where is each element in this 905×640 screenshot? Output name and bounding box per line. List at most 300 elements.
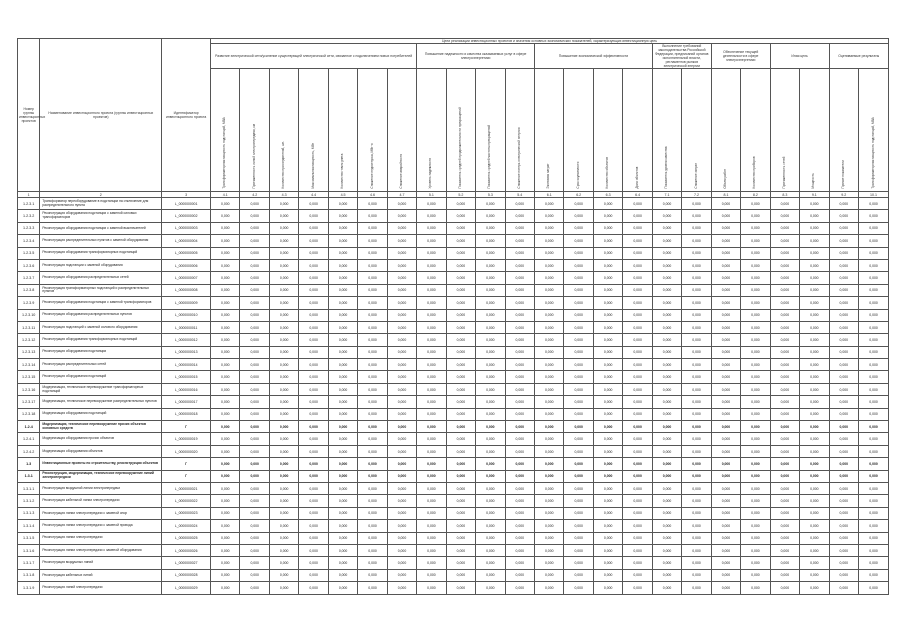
row-project-name: Реконструкция кабельных линий [40, 569, 162, 581]
row-value: 0,000 [476, 495, 505, 507]
row-value: 0,000 [593, 383, 622, 395]
row-value: 0,000 [652, 582, 681, 594]
row-value: 0,000 [711, 421, 740, 433]
row-value: 0,000 [682, 495, 711, 507]
row-value: 0,000 [593, 433, 622, 445]
row-value: 0,000 [623, 557, 652, 569]
row-value: 0,000 [593, 222, 622, 234]
table-row [18, 495, 889, 507]
header-indicator [829, 69, 858, 192]
row-value: 0,000 [829, 346, 858, 358]
row-value: 0,000 [711, 359, 740, 371]
row-value: 0,000 [446, 297, 475, 309]
row-value: 0,000 [269, 433, 298, 445]
row-value: 0,000 [859, 445, 889, 457]
row-value: 0,000 [829, 198, 858, 210]
row-value: 0,000 [358, 371, 387, 383]
row-value: 0,000 [535, 507, 564, 519]
row-value: 0,000 [476, 235, 505, 247]
row-value: 0,000 [269, 259, 298, 271]
row-value: 0,000 [829, 507, 858, 519]
row-value: 0,000 [211, 346, 240, 358]
column-number: 4.7 [387, 192, 416, 198]
row-value: 0,000 [358, 495, 387, 507]
row-value: 0,000 [623, 458, 652, 470]
header-indicator [623, 69, 652, 192]
row-value: 0,000 [829, 272, 858, 284]
column-number: 4.1 [211, 192, 240, 198]
row-value: 0,000 [859, 520, 889, 532]
row-project-id: L_0000000011 [162, 321, 211, 333]
row-project-id: Г [162, 458, 211, 470]
row-value: 0,000 [741, 520, 770, 532]
row-value: 0,000 [535, 321, 564, 333]
row-value: 0,000 [240, 470, 269, 482]
row-value: 0,000 [682, 396, 711, 408]
row-value: 0,000 [417, 557, 446, 569]
row-value: 0,000 [476, 383, 505, 395]
row-value: 0,000 [859, 569, 889, 581]
row-value: 0,000 [564, 346, 593, 358]
row-value: 0,000 [652, 247, 681, 259]
row-number: 1.2.4 [18, 421, 40, 433]
table-row [18, 458, 889, 470]
row-value: 0,000 [240, 458, 269, 470]
row-value: 0,000 [682, 408, 711, 420]
row-value: 0,000 [770, 470, 799, 482]
header-indicator [593, 69, 622, 192]
row-value: 0,000 [240, 557, 269, 569]
row-value: 0,000 [328, 408, 357, 420]
row-project-id: L_0000000024 [162, 520, 211, 532]
row-value: 0,000 [269, 383, 298, 395]
row-value: 0,000 [328, 309, 357, 321]
row-value: 0,000 [269, 396, 298, 408]
row-value: 0,000 [446, 210, 475, 222]
row-value: 0,000 [505, 482, 534, 494]
row-value: 0,000 [593, 247, 622, 259]
row-value: 0,000 [741, 582, 770, 594]
row-project-name: Реконструкция оборудования подстанции с заменой выключателей [40, 222, 162, 234]
row-value: 0,000 [564, 520, 593, 532]
row-value: 0,000 [269, 520, 298, 532]
row-value: 0,000 [476, 482, 505, 494]
row-value: 0,000 [211, 210, 240, 222]
row-value: 0,000 [269, 272, 298, 284]
table-row [18, 297, 889, 309]
row-value: 0,000 [240, 346, 269, 358]
table-row [18, 421, 889, 433]
row-value: 0,000 [387, 346, 416, 358]
investment-table-sheet [17, 38, 889, 595]
row-number: 1.2.4.2 [18, 445, 40, 457]
row-value: 0,000 [800, 222, 829, 234]
row-value: 0,000 [211, 309, 240, 321]
row-value: 0,000 [770, 259, 799, 271]
row-value: 0,000 [623, 210, 652, 222]
header-indicator-label: Прочие показатели [840, 160, 845, 189]
row-value: 0,000 [682, 359, 711, 371]
row-value: 0,000 [358, 544, 387, 556]
row-value: 0,000 [505, 445, 534, 457]
row-value: 0,000 [682, 321, 711, 333]
row-value: 0,000 [711, 557, 740, 569]
column-number: 5.4 [505, 192, 534, 198]
row-value: 0,000 [859, 359, 889, 371]
row-value: 0,000 [652, 470, 681, 482]
row-value: 0,000 [741, 569, 770, 581]
row-value: 0,000 [741, 482, 770, 494]
row-value: 0,000 [269, 421, 298, 433]
row-value: 0,000 [623, 569, 652, 581]
row-value: 0,000 [328, 359, 357, 371]
row-value: 0,000 [269, 458, 298, 470]
row-value: 0,000 [711, 582, 740, 594]
row-value: 0,000 [269, 222, 298, 234]
row-project-id: L_0000000007 [162, 272, 211, 284]
header-indicator-label: Показатель средней продолжительности прекращений [458, 107, 463, 189]
row-project-id: L_0000000021 [162, 482, 211, 494]
row-value: 0,000 [505, 284, 534, 296]
row-value: 0,000 [299, 544, 328, 556]
row-value: 0,000 [564, 544, 593, 556]
row-project-id: L_0000000019 [162, 433, 211, 445]
row-value: 0,000 [623, 408, 652, 420]
row-value: 0,000 [446, 247, 475, 259]
row-value: 0,000 [476, 198, 505, 210]
header-indicator-label: Количество объектов [605, 157, 610, 189]
row-value: 0,000 [682, 544, 711, 556]
table-row [18, 520, 889, 532]
row-value: 0,000 [240, 569, 269, 581]
row-value: 0,000 [623, 421, 652, 433]
row-value: 0,000 [299, 259, 328, 271]
row-value: 0,000 [211, 433, 240, 445]
row-value: 0,000 [535, 222, 564, 234]
row-value: 0,000 [535, 259, 564, 271]
row-value: 0,000 [387, 433, 416, 445]
row-value: 0,000 [211, 383, 240, 395]
row-value: 0,000 [593, 470, 622, 482]
row-value: 0,000 [711, 259, 740, 271]
row-value: 0,000 [387, 247, 416, 259]
row-value: 0,000 [358, 334, 387, 346]
row-value: 0,000 [682, 259, 711, 271]
row-value: 0,000 [741, 544, 770, 556]
row-value: 0,000 [240, 284, 269, 296]
row-project-name: Реконструкция оборудования распределительных пунктов [40, 309, 162, 321]
row-value: 0,000 [446, 470, 475, 482]
row-value: 0,000 [741, 297, 770, 309]
row-value: 0,000 [829, 247, 858, 259]
row-value: 0,000 [328, 470, 357, 482]
row-value: 0,000 [593, 458, 622, 470]
row-value: 0,000 [328, 557, 357, 569]
row-value: 0,000 [859, 334, 889, 346]
row-value: 0,000 [328, 321, 357, 333]
row-value: 0,000 [623, 284, 652, 296]
row-value: 0,000 [299, 198, 328, 210]
row-value: 0,000 [358, 383, 387, 395]
row-value: 0,000 [800, 383, 829, 395]
row-value: 0,000 [800, 210, 829, 222]
row-value: 0,000 [299, 334, 328, 346]
row-value: 0,000 [417, 408, 446, 420]
row-value: 0,000 [682, 507, 711, 519]
row-value: 0,000 [829, 520, 858, 532]
column-number: 6.1 [535, 192, 564, 198]
row-value: 0,000 [387, 569, 416, 581]
row-value: 0,000 [211, 557, 240, 569]
table-row [18, 309, 889, 321]
row-value: 0,000 [800, 198, 829, 210]
header-indicator-label: Снижение недоотпуска, МВт·ч [369, 144, 374, 189]
row-value: 0,000 [505, 297, 534, 309]
row-value: 0,000 [446, 284, 475, 296]
row-value: 0,000 [652, 210, 681, 222]
row-value: 0,000 [211, 421, 240, 433]
row-value: 0,000 [593, 507, 622, 519]
row-value: 0,000 [269, 544, 298, 556]
header-indicator [859, 69, 889, 192]
row-project-name: Трансформатор переоборудование в подстанции на отключение для распределительного пункта [40, 198, 162, 210]
row-value: 0,000 [859, 482, 889, 494]
row-value: 0,000 [770, 458, 799, 470]
row-value: 0,000 [652, 259, 681, 271]
row-value: 0,000 [623, 297, 652, 309]
column-number: 6.3 [593, 192, 622, 198]
row-value: 0,000 [417, 458, 446, 470]
column-number: 7.2 [682, 192, 711, 198]
row-value: 0,000 [593, 532, 622, 544]
row-project-name: Реконструкция оборудования подстанции [40, 346, 162, 358]
row-value: 0,000 [682, 334, 711, 346]
row-project-id: L_0000000012 [162, 334, 211, 346]
row-value: 0,000 [387, 359, 416, 371]
row-value: 0,000 [564, 222, 593, 234]
table-row [18, 433, 889, 445]
row-project-name: Реконструкция оборудования распределительных сетей [40, 272, 162, 284]
row-value: 0,000 [682, 346, 711, 358]
row-value: 0,000 [387, 520, 416, 532]
column-number: 2 [40, 192, 162, 198]
row-value: 0,000 [829, 297, 858, 309]
row-value: 0,000 [770, 582, 799, 594]
header-indicator-label: Количество приборов [752, 156, 757, 189]
row-value: 0,000 [829, 396, 858, 408]
row-value: 0,000 [476, 272, 505, 284]
row-value: 0,000 [623, 445, 652, 457]
header-indicator-label: Максимальная мощность, МВт [310, 143, 315, 189]
row-value: 0,000 [652, 507, 681, 519]
row-value: 0,000 [211, 235, 240, 247]
row-value: 0,000 [770, 495, 799, 507]
row-value: 0,000 [623, 272, 652, 284]
row-value: 0,000 [476, 470, 505, 482]
table-row [18, 259, 889, 271]
table-row [18, 272, 889, 284]
row-value: 0,000 [593, 309, 622, 321]
row-value: 0,000 [446, 569, 475, 581]
header-indicator [358, 69, 387, 192]
row-value: 0,000 [446, 544, 475, 556]
row-value: 0,000 [593, 421, 622, 433]
row-value: 0,000 [417, 482, 446, 494]
table-row [18, 235, 889, 247]
row-value: 0,000 [417, 383, 446, 395]
column-number: 4.2 [240, 192, 269, 198]
row-value: 0,000 [505, 532, 534, 544]
row-value: 0,000 [240, 321, 269, 333]
table-row [18, 445, 889, 457]
row-value: 0,000 [829, 582, 858, 594]
row-value: 0,000 [328, 222, 357, 234]
row-value: 0,000 [358, 532, 387, 544]
row-value: 0,000 [240, 259, 269, 271]
header-indicator [387, 69, 416, 192]
row-value: 0,000 [269, 495, 298, 507]
row-project-name: Реконструкция трансформаторных подстанций и распределительных пунктов [40, 284, 162, 296]
row-value: 0,000 [535, 235, 564, 247]
row-value: 0,000 [328, 210, 357, 222]
row-value: 0,000 [800, 582, 829, 594]
row-value: 0,000 [211, 396, 240, 408]
row-value: 0,000 [770, 309, 799, 321]
row-value: 0,000 [269, 334, 298, 346]
row-value: 0,000 [564, 210, 593, 222]
row-value: 0,000 [446, 334, 475, 346]
row-value: 0,000 [417, 433, 446, 445]
row-value: 0,000 [711, 520, 740, 532]
row-value: 0,000 [859, 582, 889, 594]
row-value: 0,000 [446, 371, 475, 383]
row-value: 0,000 [269, 309, 298, 321]
row-value: 0,000 [269, 247, 298, 259]
row-value: 0,000 [564, 557, 593, 569]
row-value: 0,000 [859, 383, 889, 395]
table-body [18, 198, 889, 595]
row-value: 0,000 [682, 433, 711, 445]
row-value: 0,000 [770, 532, 799, 544]
row-value: 0,000 [652, 334, 681, 346]
row-value: 0,000 [652, 569, 681, 581]
row-value: 0,000 [240, 383, 269, 395]
row-value: 0,000 [800, 272, 829, 284]
row-value: 0,000 [211, 582, 240, 594]
row-value: 0,000 [564, 482, 593, 494]
row-value: 0,000 [859, 495, 889, 507]
row-value: 0,000 [269, 297, 298, 309]
row-value: 0,000 [593, 544, 622, 556]
row-value: 0,000 [446, 408, 475, 420]
row-value: 0,000 [476, 334, 505, 346]
row-value: 0,000 [800, 495, 829, 507]
row-value: 0,000 [593, 235, 622, 247]
header-goal-other: Иная цель [770, 44, 829, 69]
row-value: 0,000 [476, 309, 505, 321]
row-value: 0,000 [564, 371, 593, 383]
table-row [18, 408, 889, 420]
row-value: 0,000 [535, 198, 564, 210]
row-value: 0,000 [358, 247, 387, 259]
row-value: 0,000 [446, 495, 475, 507]
row-value: 0,000 [476, 396, 505, 408]
row-value: 0,000 [711, 408, 740, 420]
row-value: 0,000 [387, 235, 416, 247]
row-value: 0,000 [387, 198, 416, 210]
row-value: 0,000 [387, 259, 416, 271]
row-value: 0,000 [328, 482, 357, 494]
row-project-id: L_0000000005 [162, 247, 211, 259]
row-value: 0,000 [623, 482, 652, 494]
row-value: 0,000 [299, 520, 328, 532]
row-value: 0,000 [711, 371, 740, 383]
row-project-id: L_0000000026 [162, 544, 211, 556]
row-value: 0,000 [741, 421, 770, 433]
row-value: 0,000 [476, 222, 505, 234]
row-value: 0,000 [211, 507, 240, 519]
row-value: 0,000 [299, 458, 328, 470]
row-value: 0,000 [299, 383, 328, 395]
row-value: 0,000 [711, 507, 740, 519]
row-value: 0,000 [505, 458, 534, 470]
row-project-id: L_0000000022 [162, 495, 211, 507]
row-value: 0,000 [446, 309, 475, 321]
column-number: 6.4 [623, 192, 652, 198]
row-value: 0,000 [387, 495, 416, 507]
row-value: 0,000 [269, 569, 298, 581]
row-value: 0,000 [770, 346, 799, 358]
row-value: 0,000 [299, 371, 328, 383]
row-value: 0,000 [800, 235, 829, 247]
row-value: 0,000 [800, 557, 829, 569]
header-indicator [564, 69, 593, 192]
row-value: 0,000 [682, 569, 711, 581]
row-value: 0,000 [446, 259, 475, 271]
row-value: 0,000 [269, 346, 298, 358]
row-value: 0,000 [299, 235, 328, 247]
row-value: 0,000 [800, 284, 829, 296]
row-value: 0,000 [505, 544, 534, 556]
row-value: 0,000 [535, 396, 564, 408]
row-value: 0,000 [240, 297, 269, 309]
header-indicator [711, 69, 740, 192]
row-number: 1.3.1.5 [18, 532, 40, 544]
row-value: 0,000 [417, 334, 446, 346]
row-project-name: Реконструкция распределительных сетей [40, 359, 162, 371]
row-value: 0,000 [358, 557, 387, 569]
row-value: 0,000 [476, 433, 505, 445]
row-value: 0,000 [800, 371, 829, 383]
row-value: 0,000 [829, 309, 858, 321]
row-value: 0,000 [593, 396, 622, 408]
row-project-id: L_0000000010 [162, 309, 211, 321]
row-project-name: Реконструкция кабельной линии электропередачи [40, 495, 162, 507]
row-value: 0,000 [358, 321, 387, 333]
row-value: 0,000 [446, 346, 475, 358]
row-value: 0,000 [269, 284, 298, 296]
row-project-name: Реконструкция оборудования подстанции с заменой трансформаторов [40, 297, 162, 309]
row-project-id: L_0000000015 [162, 371, 211, 383]
header-indicator-label: Экономия затрат [546, 163, 551, 189]
row-value: 0,000 [535, 582, 564, 594]
row-value: 0,000 [240, 408, 269, 420]
row-value: 0,000 [652, 421, 681, 433]
row-project-id: L_0000000013 [162, 346, 211, 358]
row-value: 0,000 [859, 433, 889, 445]
row-value: 0,000 [476, 582, 505, 594]
row-value: 0,000 [770, 421, 799, 433]
